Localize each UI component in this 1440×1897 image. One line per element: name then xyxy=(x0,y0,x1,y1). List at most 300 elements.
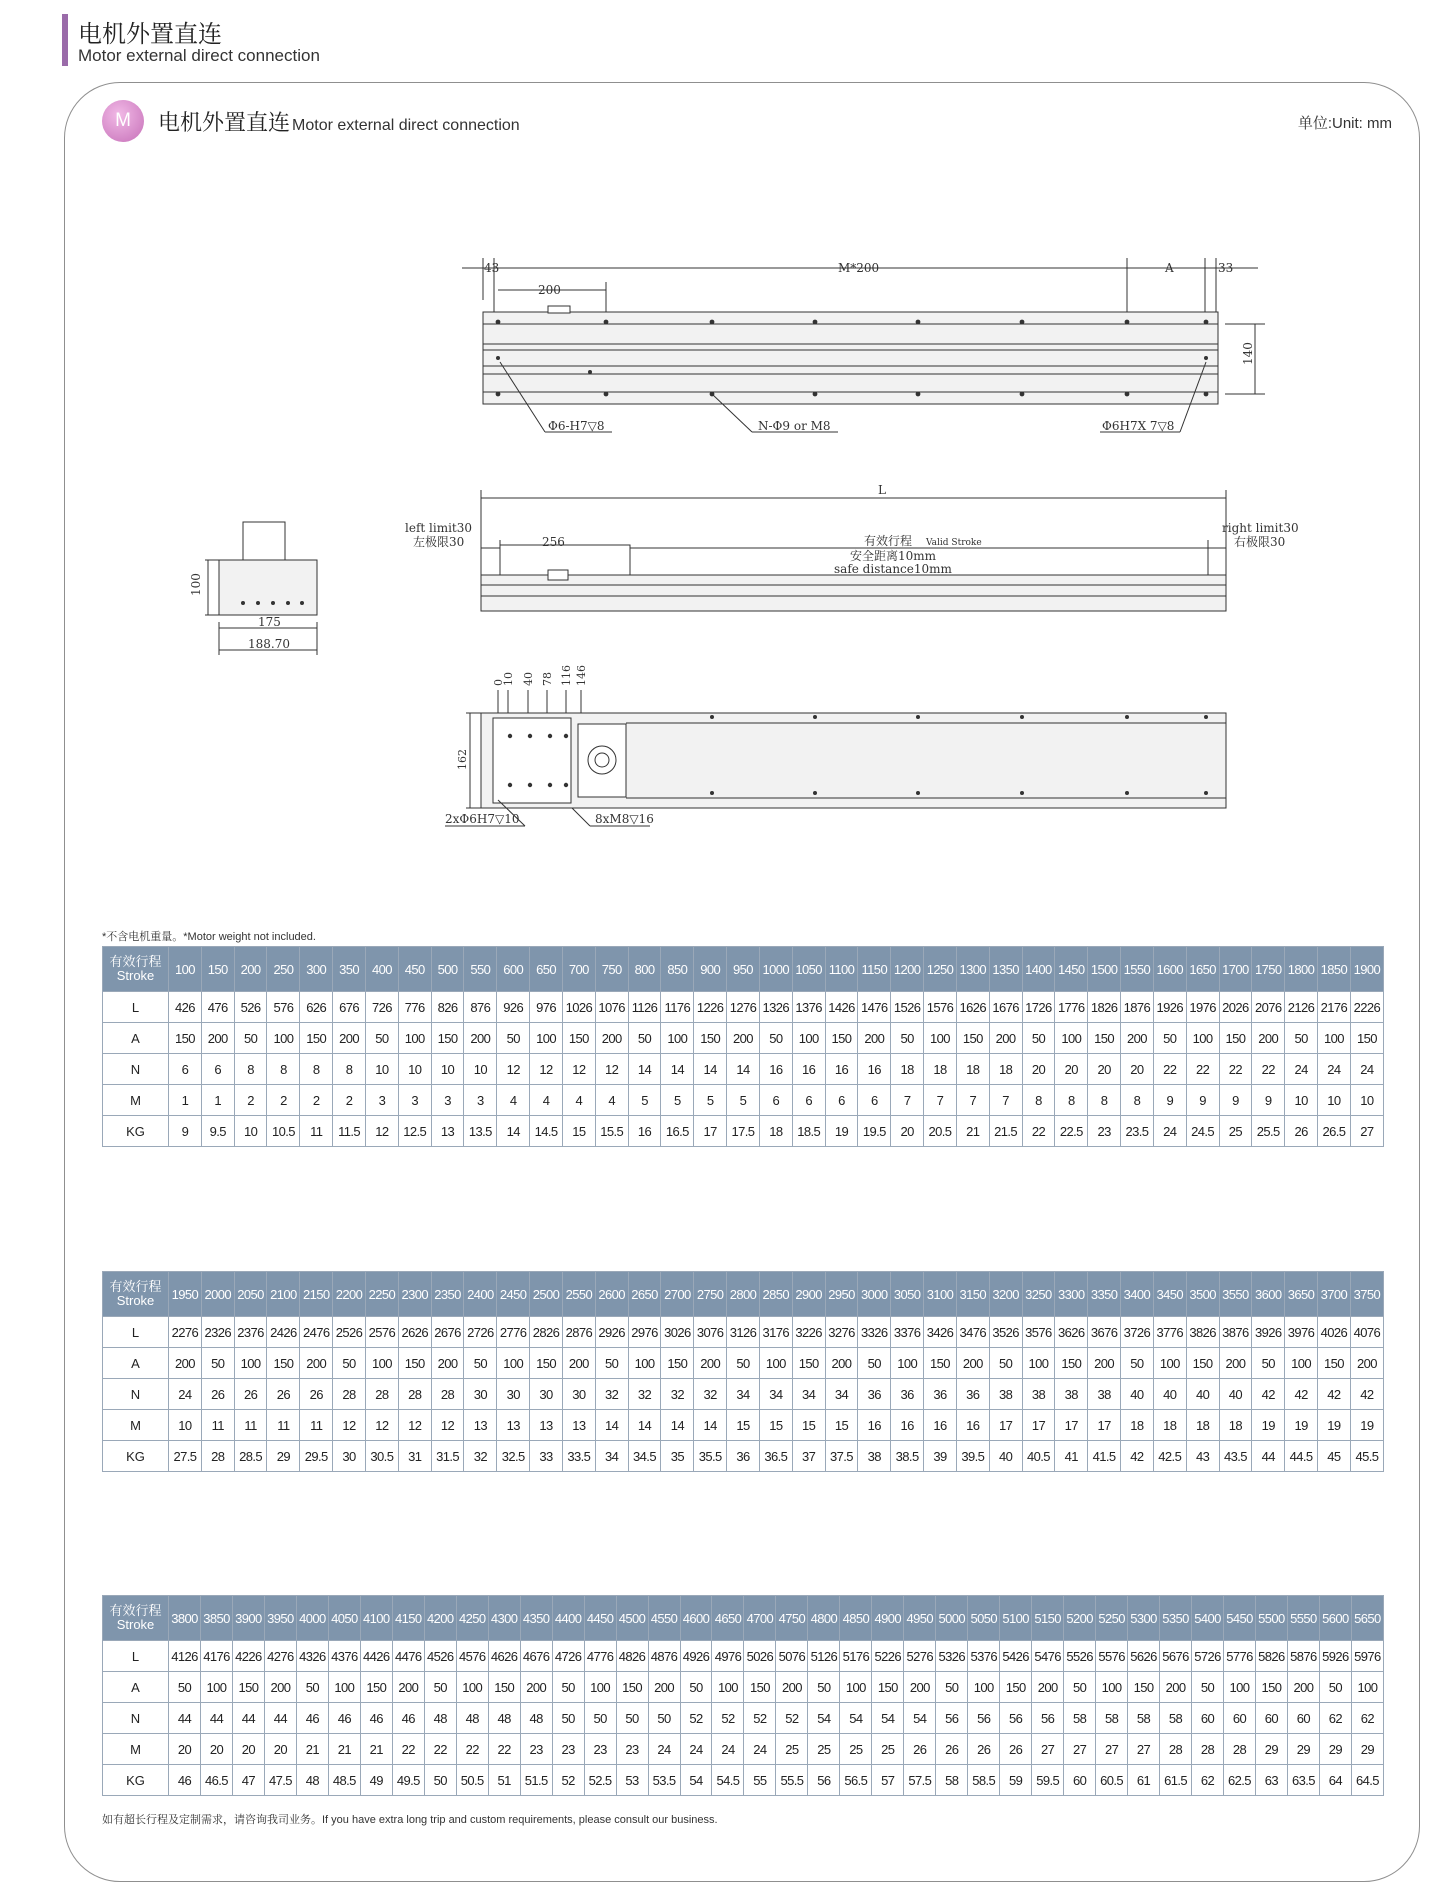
table-cell: 52 xyxy=(552,1765,584,1796)
stroke-value: 3800 xyxy=(169,1596,201,1641)
stroke-value: 500 xyxy=(431,947,464,992)
table-cell: 150 xyxy=(1317,1348,1350,1379)
table-cell: 10 xyxy=(1350,1085,1383,1116)
table-cell: 36 xyxy=(956,1379,989,1410)
stroke-value: 2800 xyxy=(727,1272,760,1317)
table-cell: 200 xyxy=(300,1348,333,1379)
table-cell: 5026 xyxy=(744,1641,776,1672)
bottom-view xyxy=(445,665,1226,826)
table-cell: 100 xyxy=(200,1672,232,1703)
table-cell: 46 xyxy=(360,1703,392,1734)
table-cell: 50 xyxy=(858,1348,891,1379)
table-cell: 59.5 xyxy=(1032,1765,1064,1796)
table-cell: 5 xyxy=(628,1085,661,1116)
dim-140: 140 xyxy=(1241,342,1255,365)
table-cell: 1776 xyxy=(1055,992,1088,1023)
table-cell: 37 xyxy=(792,1441,825,1472)
table-cell: 50 xyxy=(333,1348,366,1379)
table-cell: 50 xyxy=(365,1023,398,1054)
stroke-value: 5000 xyxy=(936,1596,968,1641)
table-cell: 150 xyxy=(924,1348,957,1379)
table-cell: 58 xyxy=(1096,1703,1128,1734)
table-cell: 2 xyxy=(333,1085,366,1116)
table-cell: 37.5 xyxy=(825,1441,858,1472)
table-cell: 3176 xyxy=(759,1317,792,1348)
table-cell: 2 xyxy=(300,1085,333,1116)
stroke-value: 3850 xyxy=(200,1596,232,1641)
table-cell: 1026 xyxy=(562,992,595,1023)
left-limit-cn: 左极限30 xyxy=(413,535,465,549)
valid-stroke-cn: 有效行程 xyxy=(864,534,913,548)
stroke-value: 3550 xyxy=(1219,1272,1252,1317)
table-cell: 3876 xyxy=(1219,1317,1252,1348)
table-cell: 51 xyxy=(488,1765,520,1796)
table-cell: 55.5 xyxy=(776,1765,808,1796)
table-cell: 2426 xyxy=(267,1317,300,1348)
table-cell: 25.5 xyxy=(1252,1116,1285,1147)
table-cell: 10 xyxy=(234,1116,267,1147)
table-cell: 50 xyxy=(989,1348,1022,1379)
callout-mount-hole: N-Φ9 or M8 xyxy=(758,419,831,433)
table-row xyxy=(103,1348,1384,1379)
table-cell: 39 xyxy=(924,1441,957,1472)
stroke-label-en: Stroke xyxy=(116,1617,155,1632)
table-cell: 39.5 xyxy=(956,1441,989,1472)
table-cell: 21 xyxy=(956,1116,989,1147)
table-cell: 58 xyxy=(936,1765,968,1796)
table-cell: 100 xyxy=(1153,1348,1186,1379)
table-cell: 826 xyxy=(431,992,464,1023)
table-cell: 59 xyxy=(1000,1765,1032,1796)
table-cell: 26 xyxy=(267,1379,300,1410)
table-cell: 44 xyxy=(200,1703,232,1734)
table-cell: 200 xyxy=(694,1348,727,1379)
stroke-value: 450 xyxy=(398,947,431,992)
table-cell: 576 xyxy=(267,992,300,1023)
stroke-value: 550 xyxy=(464,947,497,992)
table-cell: 34 xyxy=(825,1379,858,1410)
table-cell: 61.5 xyxy=(1160,1765,1192,1796)
table-cell: 44.5 xyxy=(1285,1441,1318,1472)
table-cell: 36 xyxy=(891,1379,924,1410)
stroke-value: 2550 xyxy=(562,1272,595,1317)
table-cell: 64.5 xyxy=(1351,1765,1383,1796)
table-cell: 58.5 xyxy=(968,1765,1000,1796)
stroke-value: 2000 xyxy=(201,1272,234,1317)
end-view xyxy=(189,522,317,655)
stroke-value: 2100 xyxy=(267,1272,300,1317)
table-cell: 5876 xyxy=(1287,1641,1319,1672)
table-cell: 4026 xyxy=(1317,1317,1350,1348)
table-cell: 45 xyxy=(1317,1441,1350,1472)
table-cell: 62.5 xyxy=(1223,1765,1255,1796)
table-cell: 3 xyxy=(464,1085,497,1116)
table-cell: 200 xyxy=(1160,1672,1192,1703)
table-cell: 45.5 xyxy=(1350,1441,1383,1472)
table-cell: 5226 xyxy=(872,1641,904,1672)
table-cell: 200 xyxy=(1219,1348,1252,1379)
table-cell: 24 xyxy=(169,1379,202,1410)
table-cell: 14 xyxy=(661,1410,694,1441)
stroke-value: 2300 xyxy=(398,1272,431,1317)
table-cell: 200 xyxy=(1252,1023,1285,1054)
page-title: 电机外置直连 xyxy=(78,21,222,48)
table-cell: 12 xyxy=(497,1054,530,1085)
right-limit-cn: 右极限30 xyxy=(1234,535,1286,549)
table-cell: 5476 xyxy=(1032,1641,1064,1672)
table-cell: 17 xyxy=(1088,1410,1121,1441)
stroke-value: 3900 xyxy=(232,1596,264,1641)
table-cell: 200 xyxy=(169,1348,202,1379)
table-cell: 150 xyxy=(1128,1672,1160,1703)
table-cell: 100 xyxy=(1351,1672,1383,1703)
table-cell: 1226 xyxy=(694,992,727,1023)
stroke-value: 3450 xyxy=(1153,1272,1186,1317)
table-cell: 1676 xyxy=(989,992,1022,1023)
stroke-value: 1000 xyxy=(759,947,792,992)
table-cell: 26 xyxy=(968,1734,1000,1765)
dim-116: 116 xyxy=(560,665,573,686)
stroke-value: 2350 xyxy=(431,1272,464,1317)
table-cell: 34.5 xyxy=(628,1441,661,1472)
table-cell: 13 xyxy=(497,1410,530,1441)
table-cell: 36 xyxy=(924,1379,957,1410)
table-row xyxy=(103,1734,1384,1765)
footer-note: 如有超长行程及定制需求，请咨询我司业务。If you have extra long trip and custom requirements, please consult our business. xyxy=(102,1814,718,1826)
table-cell: 4 xyxy=(497,1085,530,1116)
table-cell: 60 xyxy=(1064,1765,1096,1796)
table-cell: 7 xyxy=(924,1085,957,1116)
table-cell: 24 xyxy=(1317,1054,1350,1085)
table-cell: 6 xyxy=(792,1085,825,1116)
row-label: M xyxy=(103,1085,169,1116)
stroke-value: 3650 xyxy=(1285,1272,1318,1317)
table-cell: 14 xyxy=(694,1410,727,1441)
table-cell: 16 xyxy=(759,1054,792,1085)
callout-pin-hole-bottom: 2xΦ6H7▽10 xyxy=(445,812,520,826)
table-cell: 32 xyxy=(694,1379,727,1410)
table-cell: 200 xyxy=(904,1672,936,1703)
weight-note: *不含电机重量。*Motor weight not included. xyxy=(102,931,316,943)
row-label: M xyxy=(103,1410,169,1441)
table-cell: 48 xyxy=(488,1703,520,1734)
table-cell: 28 xyxy=(1160,1734,1192,1765)
table-cell: 50 xyxy=(424,1765,456,1796)
table-cell: 21 xyxy=(328,1734,360,1765)
stroke-value: 2500 xyxy=(530,1272,563,1317)
table-cell: 20 xyxy=(232,1734,264,1765)
table-cell: 150 xyxy=(694,1023,727,1054)
table-cell: 150 xyxy=(1000,1672,1032,1703)
table-cell: 10 xyxy=(464,1054,497,1085)
table-cell: 8 xyxy=(1121,1085,1154,1116)
table-cell: 100 xyxy=(234,1348,267,1379)
table-cell: 23 xyxy=(552,1734,584,1765)
row-label: KG xyxy=(103,1441,169,1472)
table-cell: 54 xyxy=(872,1703,904,1734)
table-cell: 18 xyxy=(924,1054,957,1085)
table-cell: 18 xyxy=(1153,1410,1186,1441)
table-cell: 4326 xyxy=(296,1641,328,1672)
table-cell: 19 xyxy=(825,1116,858,1147)
table-cell: 3426 xyxy=(924,1317,957,1348)
stroke-value: 2400 xyxy=(464,1272,497,1317)
table-cell: 26 xyxy=(904,1734,936,1765)
table-cell: 35 xyxy=(661,1441,694,1472)
table-cell: 1576 xyxy=(924,992,957,1023)
stroke-value: 3300 xyxy=(1055,1272,1088,1317)
table-cell: 11 xyxy=(300,1410,333,1441)
table-cell: 5726 xyxy=(1192,1641,1224,1672)
table-cell: 12 xyxy=(398,1410,431,1441)
row-label: N xyxy=(103,1379,169,1410)
table-cell: 6 xyxy=(201,1054,234,1085)
table-cell: 27 xyxy=(1128,1734,1160,1765)
stroke-value: 3400 xyxy=(1121,1272,1154,1317)
table-cell: 150 xyxy=(872,1672,904,1703)
table-cell: 48 xyxy=(520,1703,552,1734)
stroke-value: 4300 xyxy=(488,1596,520,1641)
table-cell: 3126 xyxy=(727,1317,760,1348)
table-cell: 8 xyxy=(234,1054,267,1085)
table-cell: 5526 xyxy=(1064,1641,1096,1672)
table-cell: 22 xyxy=(1153,1054,1186,1085)
table-cell: 2676 xyxy=(431,1317,464,1348)
table-cell: 21 xyxy=(360,1734,392,1765)
table-cell: 4 xyxy=(530,1085,563,1116)
table-cell: 17 xyxy=(1055,1410,1088,1441)
table-cell: 200 xyxy=(464,1023,497,1054)
table-cell: 3976 xyxy=(1285,1317,1318,1348)
table-cell: 50 xyxy=(1153,1023,1186,1054)
table-cell: 25 xyxy=(872,1734,904,1765)
table-cell: 200 xyxy=(333,1023,366,1054)
table-cell: 426 xyxy=(169,992,202,1023)
stroke-value: 650 xyxy=(530,947,563,992)
stroke-value: 250 xyxy=(267,947,300,992)
table-cell: 20 xyxy=(1088,1054,1121,1085)
table-cell: 50 xyxy=(727,1348,760,1379)
table-cell: 30.5 xyxy=(365,1441,398,1472)
table-cell: 27 xyxy=(1064,1734,1096,1765)
table-cell: 1 xyxy=(201,1085,234,1116)
callout-thread-hole: 8xM8▽16 xyxy=(595,812,654,826)
table-cell: 8 xyxy=(300,1054,333,1085)
table-cell: 100 xyxy=(328,1672,360,1703)
table-cell: 35.5 xyxy=(694,1441,727,1472)
stroke-value: 3000 xyxy=(858,1272,891,1317)
table-cell: 12 xyxy=(333,1410,366,1441)
table-row xyxy=(103,1703,1384,1734)
table-cell: 50.5 xyxy=(456,1765,488,1796)
stroke-value: 150 xyxy=(201,947,234,992)
table-cell: 200 xyxy=(1088,1348,1121,1379)
stroke-value: 3950 xyxy=(264,1596,296,1641)
table-cell: 200 xyxy=(1287,1672,1319,1703)
table-cell: 28 xyxy=(431,1379,464,1410)
stroke-label-cn: 有效行程 xyxy=(109,1603,162,1618)
table-cell: 18 xyxy=(759,1116,792,1147)
table-cell: 12 xyxy=(562,1054,595,1085)
stroke-header-label xyxy=(103,1596,169,1641)
table-cell: 5 xyxy=(694,1085,727,1116)
table-cell: 11.5 xyxy=(333,1116,366,1147)
table-cell: 50 xyxy=(616,1703,648,1734)
table-cell: 20 xyxy=(169,1734,201,1765)
stroke-value: 2650 xyxy=(628,1272,661,1317)
table-cell: 50 xyxy=(497,1023,530,1054)
table-cell: 40 xyxy=(1153,1379,1186,1410)
table-cell: 1076 xyxy=(595,992,628,1023)
stroke-value: 3700 xyxy=(1317,1272,1350,1317)
dim-200: 200 xyxy=(538,283,561,297)
table-row xyxy=(103,1641,1384,1672)
table-cell: 24 xyxy=(712,1734,744,1765)
table-cell: 200 xyxy=(956,1348,989,1379)
table-cell: 56 xyxy=(1000,1703,1032,1734)
table-cell: 8 xyxy=(1055,1085,1088,1116)
stroke-value: 3050 xyxy=(891,1272,924,1317)
table-cell: 44 xyxy=(1252,1441,1285,1472)
table-cell: 33 xyxy=(530,1441,563,1472)
stroke-value: 1150 xyxy=(858,947,891,992)
table-cell: 2376 xyxy=(234,1317,267,1348)
table-cell: 63 xyxy=(1255,1765,1287,1796)
table-cell: 49.5 xyxy=(392,1765,424,1796)
safe-distance-cn: 安全距离10mm xyxy=(850,549,937,563)
table-cell: 21 xyxy=(296,1734,328,1765)
table-cell: 8 xyxy=(333,1054,366,1085)
stroke-value: 4700 xyxy=(744,1596,776,1641)
table-cell: 150 xyxy=(169,1023,202,1054)
table-cell: 38 xyxy=(1055,1379,1088,1410)
table-cell: 50 xyxy=(648,1703,680,1734)
table-cell: 46 xyxy=(169,1765,201,1796)
table-cell: 100 xyxy=(584,1672,616,1703)
table-cell: 30 xyxy=(464,1379,497,1410)
technical-drawing xyxy=(0,0,1440,900)
table-cell: 62 xyxy=(1351,1703,1383,1734)
table-cell: 2776 xyxy=(497,1317,530,1348)
table-cell: 28.5 xyxy=(234,1441,267,1472)
stroke-value: 4200 xyxy=(424,1596,456,1641)
table-cell: 60 xyxy=(1287,1703,1319,1734)
table-cell: 200 xyxy=(825,1348,858,1379)
stroke-value: 1400 xyxy=(1022,947,1055,992)
stroke-value: 4050 xyxy=(328,1596,360,1641)
callout-pin-hole-right: Φ6H7X 7▽8 xyxy=(1102,419,1175,433)
table-cell: 58 xyxy=(1064,1703,1096,1734)
table-cell: 5376 xyxy=(968,1641,1000,1672)
row-label: L xyxy=(103,1317,169,1348)
row-label: A xyxy=(103,1348,169,1379)
table-cell: 100 xyxy=(456,1672,488,1703)
left-limit-en: left limit30 xyxy=(405,521,473,535)
table-cell: 150 xyxy=(1055,1348,1088,1379)
table-cell: 3 xyxy=(431,1085,464,1116)
stroke-value: 5450 xyxy=(1223,1596,1255,1641)
table-cell: 4976 xyxy=(712,1641,744,1672)
table-cell: 2276 xyxy=(169,1317,202,1348)
table-cell: 526 xyxy=(234,992,267,1023)
table-cell: 36 xyxy=(727,1441,760,1472)
table-cell: 42 xyxy=(1350,1379,1383,1410)
stroke-value: 2450 xyxy=(497,1272,530,1317)
table-cell: 4876 xyxy=(648,1641,680,1672)
dim-188-70: 188.70 xyxy=(248,637,290,651)
table-cell: 150 xyxy=(1350,1023,1383,1054)
table-cell: 50 xyxy=(234,1023,267,1054)
table-cell: 14 xyxy=(727,1054,760,1085)
table-row xyxy=(103,1410,1384,1441)
stroke-value: 1250 xyxy=(924,947,957,992)
table-cell: 21.5 xyxy=(989,1116,1022,1147)
table-cell: 38.5 xyxy=(891,1441,924,1472)
table-cell: 36.5 xyxy=(759,1441,792,1472)
stroke-header-label xyxy=(103,1272,169,1317)
table-cell: 100 xyxy=(365,1348,398,1379)
table-cell: 20 xyxy=(1022,1054,1055,1085)
table-cell: 18 xyxy=(1186,1410,1219,1441)
table-cell: 24 xyxy=(1285,1054,1318,1085)
table-cell: 100 xyxy=(661,1023,694,1054)
table-cell: 13 xyxy=(530,1410,563,1441)
table-cell: 40 xyxy=(1219,1379,1252,1410)
table-cell: 58 xyxy=(1160,1703,1192,1734)
table-cell: 4076 xyxy=(1350,1317,1383,1348)
stroke-value: 4350 xyxy=(520,1596,552,1641)
stroke-value: 5300 xyxy=(1128,1596,1160,1641)
stroke-value: 3350 xyxy=(1088,1272,1121,1317)
stroke-value: 950 xyxy=(727,947,760,992)
table-cell: 29 xyxy=(1351,1734,1383,1765)
table-cell: 9.5 xyxy=(201,1116,234,1147)
table-cell: 27 xyxy=(1350,1116,1383,1147)
stroke-value: 3600 xyxy=(1252,1272,1285,1317)
dim-l: L xyxy=(878,483,886,497)
table-cell: 27.5 xyxy=(169,1441,202,1472)
stroke-value: 3500 xyxy=(1186,1272,1219,1317)
table-cell: 4826 xyxy=(616,1641,648,1672)
table-cell: 38 xyxy=(989,1379,1022,1410)
table-cell: 28 xyxy=(1192,1734,1224,1765)
stroke-value: 750 xyxy=(595,947,628,992)
table-cell: 52 xyxy=(680,1703,712,1734)
stroke-value: 1200 xyxy=(891,947,924,992)
table-cell: 62 xyxy=(1319,1703,1351,1734)
dim-33: 33 xyxy=(1218,261,1234,275)
table-cell: 48 xyxy=(456,1703,488,1734)
stroke-value: 2950 xyxy=(825,1272,858,1317)
table-cell: 60 xyxy=(1192,1703,1224,1734)
table-cell: 476 xyxy=(201,992,234,1023)
table-cell: 46 xyxy=(328,1703,360,1734)
table-cell: 100 xyxy=(712,1672,744,1703)
stroke-value: 2900 xyxy=(792,1272,825,1317)
table-cell: 29 xyxy=(1255,1734,1287,1765)
table-cell: 100 xyxy=(497,1348,530,1379)
table-cell: 100 xyxy=(1186,1023,1219,1054)
table-cell: 150 xyxy=(792,1348,825,1379)
table-cell: 2 xyxy=(267,1085,300,1116)
table-cell: 29.5 xyxy=(300,1441,333,1472)
safe-distance-en: safe distance10mm xyxy=(834,562,952,576)
table-cell: 44 xyxy=(232,1703,264,1734)
table-cell: 726 xyxy=(365,992,398,1023)
table-cell: 18 xyxy=(891,1054,924,1085)
stroke-header-label xyxy=(103,947,169,992)
table-cell: 54.5 xyxy=(712,1765,744,1796)
